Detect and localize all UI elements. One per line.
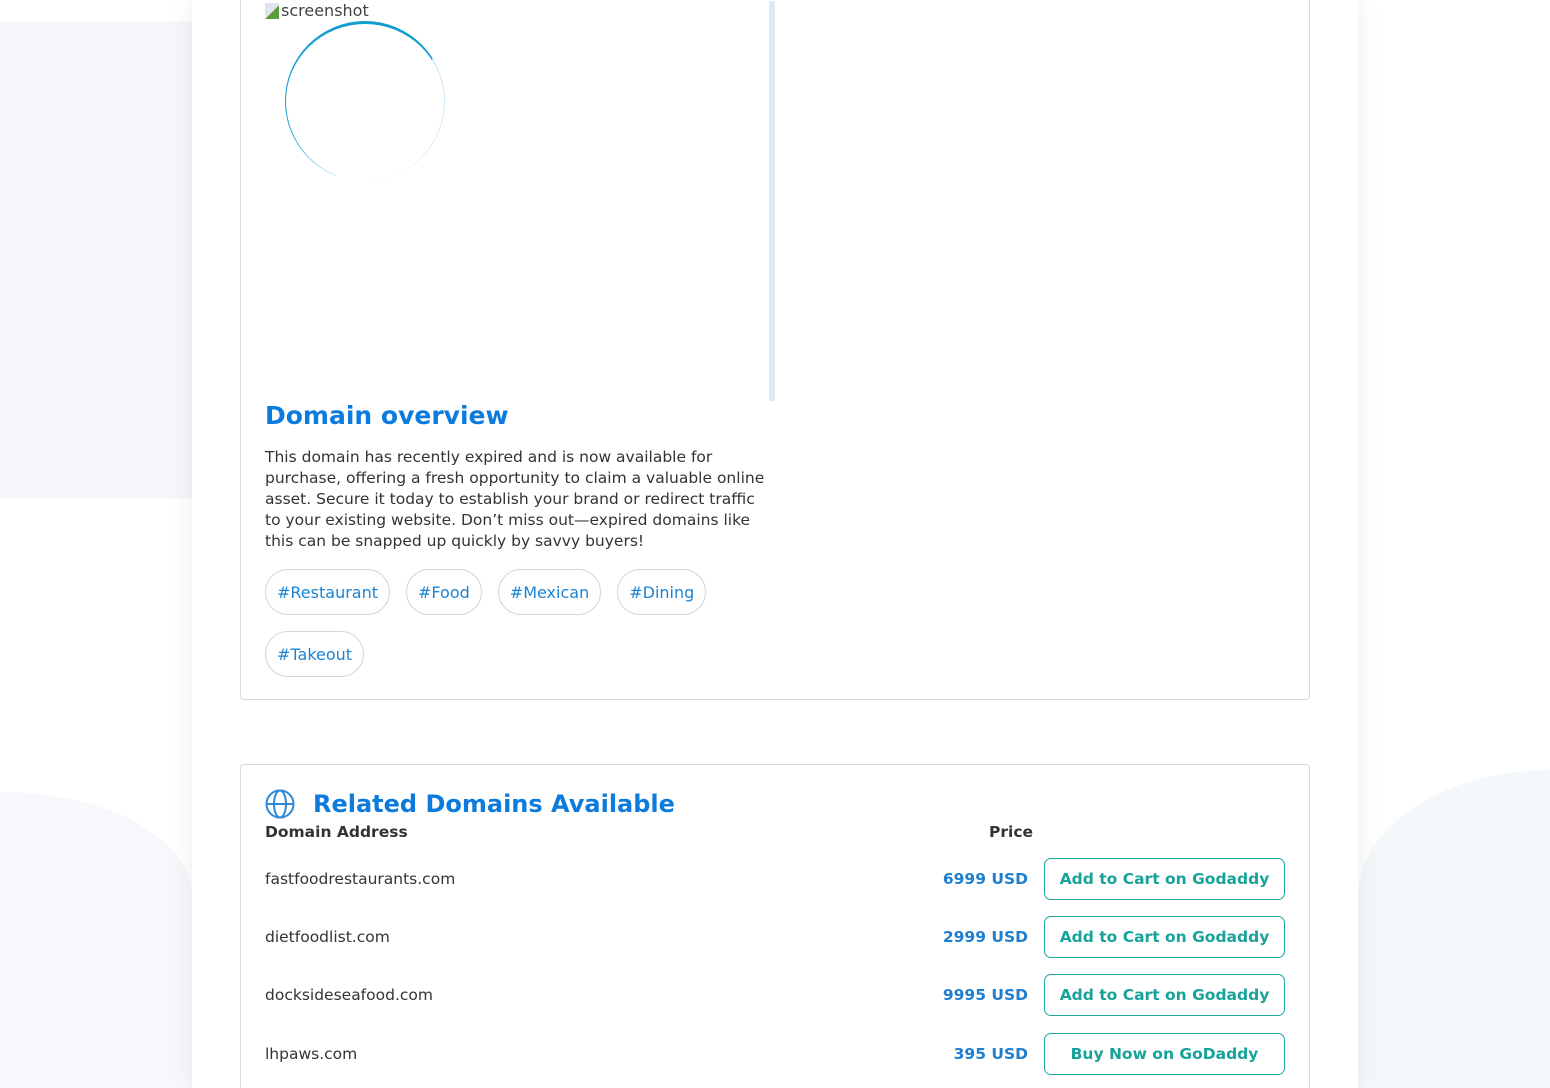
broken-image	[265, 1, 769, 20]
main-container	[192, 0, 1358, 1088]
table-row	[265, 974, 1285, 1016]
overview-title: Domain overview	[265, 401, 509, 430]
add-to-cart-button[interactable]: Add to Cart on Godaddy	[1044, 916, 1285, 958]
overview-description: This domain has recently expired and is now available for purchase, offering a fresh opportunity to claim a valuable online asset. Secure it today to establish your brand or redirect traffic to your existing website. Don’t miss out—expired domains like this can be snapped up quickly by savvy buyers!	[265, 448, 765, 550]
domain-name: lhpaws.com	[265, 1045, 358, 1063]
column-header-price: Price	[989, 823, 1034, 841]
tag[interactable]: #Food	[406, 569, 482, 615]
related-title	[265, 789, 675, 819]
domain-price: 2999 USD	[942, 928, 1028, 946]
domain-price: 395 USD	[953, 1045, 1028, 1063]
globe-icon	[265, 789, 295, 819]
add-to-cart-button[interactable]: Add to Cart on Godaddy	[1044, 858, 1285, 900]
related-domains-card	[240, 764, 1310, 1088]
buy-now-button[interactable]: Buy Now on GoDaddy	[1044, 1033, 1285, 1075]
background-curve	[1358, 770, 1550, 1088]
add-to-cart-button[interactable]: Add to Cart on Godaddy	[1044, 974, 1285, 1016]
tag[interactable]: #Restaurant	[265, 569, 390, 615]
domain-overview-card	[240, 0, 1310, 700]
domain-price: 9995 USD	[942, 986, 1028, 1004]
background-curve	[0, 792, 192, 1088]
tag[interactable]: #Dining	[617, 569, 706, 615]
tag[interactable]: #Mexican	[498, 569, 601, 615]
table-row	[265, 916, 1285, 958]
broken-image-icon	[265, 3, 279, 19]
table-row	[265, 1033, 1285, 1075]
domain-name: dietfoodlist.com	[265, 928, 390, 946]
related-title-text: Related Domains Available	[313, 790, 675, 818]
table-row	[265, 858, 1285, 900]
domain-name: fastfoodrestaurants.com	[265, 870, 456, 888]
background-panel	[0, 22, 192, 498]
domain-name: docksideseafood.com	[265, 986, 433, 1004]
image-alt-text: screenshot	[281, 1, 369, 20]
tag-list	[265, 569, 785, 677]
screenshot-area	[265, 1, 775, 401]
tag[interactable]: #Takeout	[265, 631, 364, 677]
loading-spinner-icon	[285, 21, 445, 181]
domain-price: 6999 USD	[942, 870, 1028, 888]
column-header-domain: Domain Address	[265, 823, 408, 841]
